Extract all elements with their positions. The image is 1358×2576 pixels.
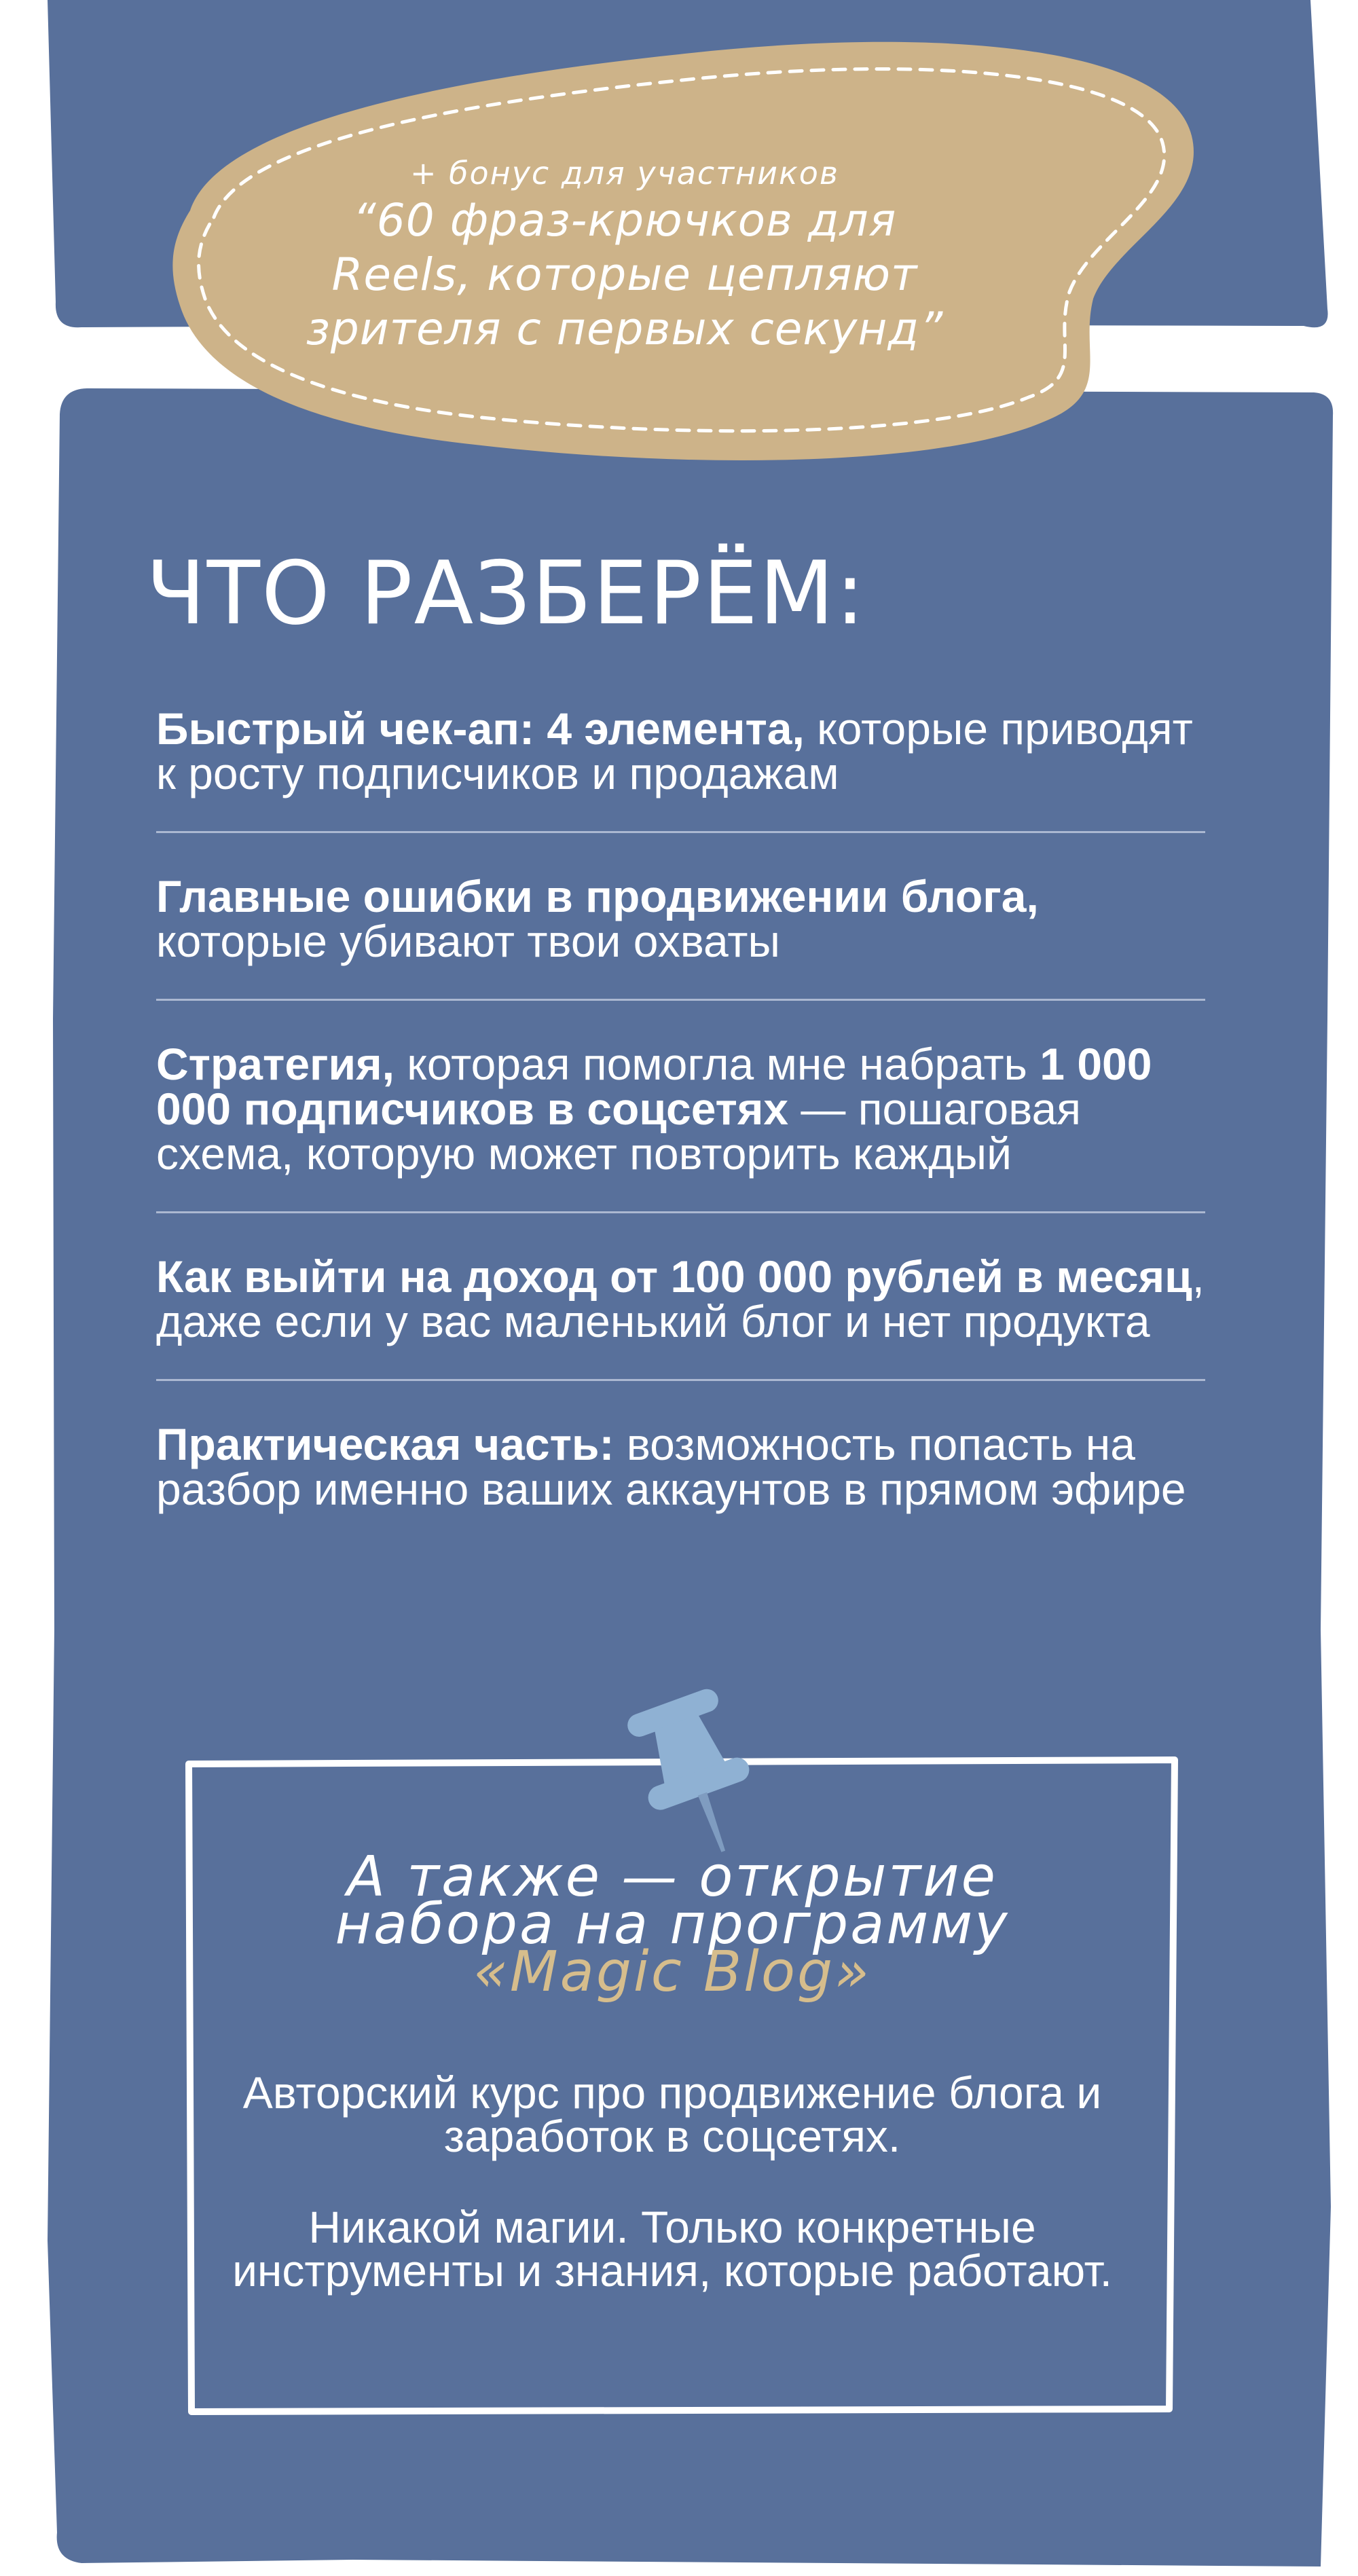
program-name: «Magic Blog»: [473, 1940, 871, 2004]
program-title-line-1: А также — открытие: [347, 1845, 997, 1909]
bonus-title-line-1: “60 фраз-крючков для: [352, 194, 897, 246]
divider: [156, 1211, 1205, 1213]
bonus-title-line-2: Reels, которые цепляют: [331, 249, 918, 301]
topic-item: [156, 1039, 1205, 1211]
topic-bold: Как выйти на доход от 100 000 рублей в месяц: [156, 1251, 1192, 1302]
section-title: ЧТО РАЗБЕРЁМ:: [146, 543, 866, 644]
program-description-2: Никакой магии. Только конкретные инструменты и знания, которые работают.: [232, 2202, 1112, 2296]
program-title: [185, 1845, 1160, 2004]
topic-item: [156, 871, 1205, 999]
divider: [156, 831, 1205, 833]
program-title-line-2: набора на программу: [335, 1892, 1010, 1957]
topic-bold: Стратегия,: [156, 1039, 394, 1089]
program-box: [185, 1759, 1160, 2407]
topic-item: [156, 703, 1205, 831]
topic-bold: Быстрый чек-ап: 4 элемента,: [156, 703, 805, 754]
program-description: [225, 2067, 1119, 2340]
divider: [156, 1379, 1205, 1381]
topic-bold: Главные ошибки в продвижении блога,: [156, 871, 1039, 921]
bonus-title-line-3: зрителя с первых секунд”: [306, 303, 944, 355]
topic-item: [156, 1251, 1205, 1379]
topic-bold-2: 1 000 000 подписчиков в соцсетях: [156, 1039, 1152, 1134]
program-description-1: Авторский курс про продвижение блога и заработок в соцсетях.: [242, 2067, 1102, 2161]
topic-text: которые убивают твои охваты: [156, 916, 780, 966]
topic-bold: Практическая часть:: [156, 1419, 614, 1469]
bonus-label: + бонус для участников: [409, 155, 840, 191]
topic-text: , даже если у вас маленький блог и нет продукта: [156, 1251, 1205, 1346]
topic-text: которая помогла мне набрать: [394, 1039, 1040, 1089]
divider: [156, 999, 1205, 1001]
topics-list: [156, 703, 1205, 1547]
topic-text: которые приводят к росту подписчиков и продажам: [156, 703, 1193, 798]
bonus-callout: [224, 153, 1025, 356]
topic-item: [156, 1419, 1205, 1547]
topic-text-2: — пошаговая схема, которую может повторить каждый: [156, 1084, 1081, 1179]
topic-text: возможность попасть на разбор именно ваших аккаунтов в прямом эфире: [156, 1419, 1186, 1514]
